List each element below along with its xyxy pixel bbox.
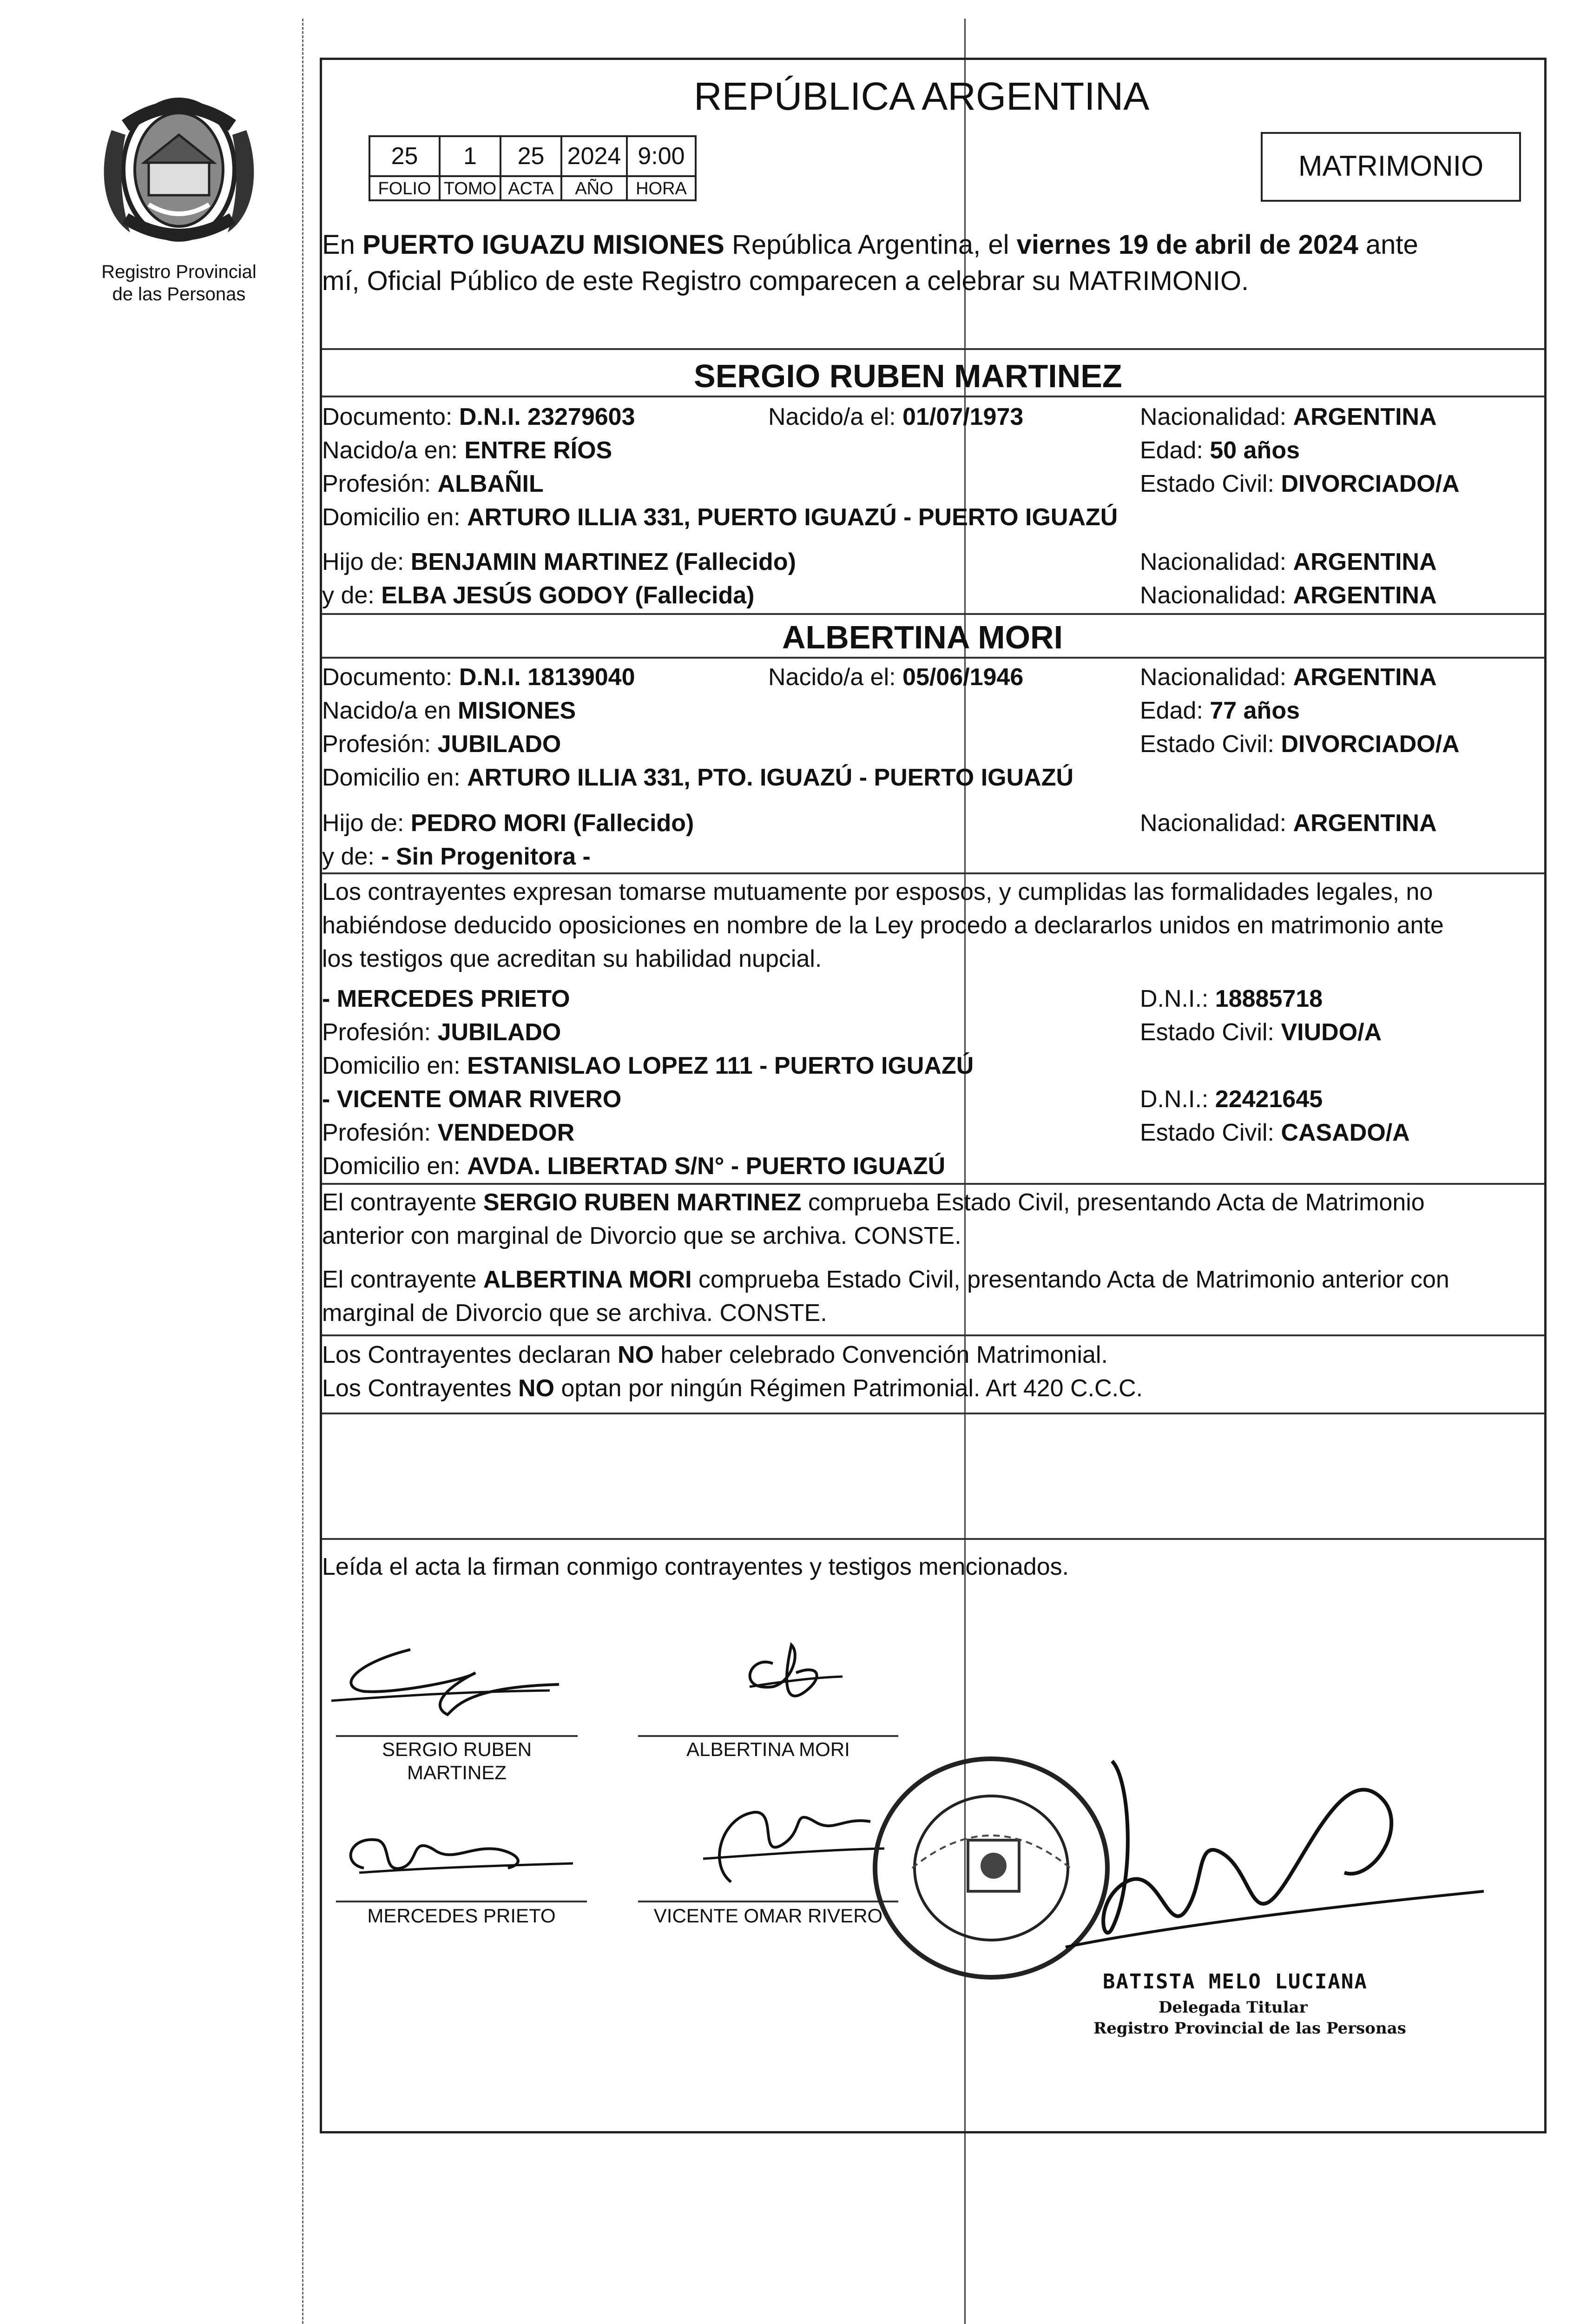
hora-value: 9:00 bbox=[626, 135, 697, 177]
signature-line bbox=[336, 1735, 578, 1737]
divider bbox=[322, 396, 1544, 397]
divider bbox=[322, 657, 1544, 659]
witness1-address: Domicilio en: ESTANISLAO LOPEZ 111 - PUERTO IGUAZÚ bbox=[322, 1052, 974, 1079]
witness2-name: - VICENTE OMAR RIVERO bbox=[322, 1086, 622, 1113]
note-convention: Los Contrayentes declaran NO haber celebrado Convención Matrimonial. bbox=[322, 1341, 1108, 1368]
witness2-address: Domicilio en: AVDA. LIBERTAD S/N° - PUERTO IGUAZÚ bbox=[322, 1153, 946, 1180]
party1-age: Edad: 50 años bbox=[1140, 437, 1300, 464]
divider bbox=[322, 1413, 1544, 1414]
note-civil-status-party1: El contrayente SERGIO RUBEN MARTINEZ comprueba Estado Civil, presentando Acta de Matrimonio bbox=[322, 1189, 1425, 1216]
party2-document: Documento: D.N.I. 18139040 bbox=[322, 664, 635, 691]
note-civil-status-party2-line2: marginal de Divorcio que se archiva. CONSTE. bbox=[322, 1300, 827, 1327]
signature-line bbox=[336, 1901, 587, 1902]
witness2-dni: D.N.I.: 22421645 bbox=[1140, 1086, 1323, 1113]
acta-value: 25 bbox=[500, 135, 562, 177]
tomo-label: TOMO bbox=[439, 175, 501, 201]
divider bbox=[322, 613, 1544, 615]
party2-nationality: Nacionalidad: ARGENTINA bbox=[1140, 664, 1437, 691]
divider bbox=[322, 348, 1544, 350]
party2-father: Hijo de: PEDRO MORI (Fallecido) bbox=[322, 810, 694, 837]
official-title: Delegada Titular bbox=[1159, 1998, 1308, 2017]
party1-profession: Profesión: ALBAÑIL bbox=[322, 470, 544, 497]
signature-mercedes-prieto-icon bbox=[331, 1798, 592, 1901]
note-civil-status-party2: El contrayente ALBERTINA MORI comprueba Estado Civil, presentando Acta de Matrimonio anterior con bbox=[322, 1266, 1449, 1293]
divider bbox=[322, 1538, 1544, 1540]
record-type-box: MATRIMONIO bbox=[1261, 132, 1521, 202]
party1-father: Hijo de: BENJAMIN MARTINEZ (Fallecido) bbox=[322, 548, 796, 575]
anio-label: AÑO bbox=[560, 175, 628, 201]
province-seal-icon bbox=[93, 93, 265, 246]
party1-document: Documento: D.N.I. 23279603 bbox=[322, 403, 635, 430]
party1-mother: y de: ELBA JESÚS GODOY (Fallecida) bbox=[322, 582, 755, 609]
divider bbox=[322, 1183, 1544, 1185]
witness1-name: - MERCEDES PRIETO bbox=[322, 985, 570, 1012]
note-civil-status-party1-line2: anterior con marginal de Divorcio que se archiva. CONSTE. bbox=[322, 1222, 961, 1249]
witness2-civil-status: Estado Civil: CASADO/A bbox=[1140, 1119, 1410, 1146]
anio-value: 2024 bbox=[560, 135, 628, 177]
tomo-value: 1 bbox=[439, 135, 501, 177]
party1-mother-nationality: Nacionalidad: ARGENTINA bbox=[1140, 582, 1437, 609]
signature-sergio-martinez-icon bbox=[327, 1636, 587, 1738]
party2-birthplace: Nacido/a en MISIONES bbox=[322, 697, 576, 724]
party1-birthdate: Nacido/a el: 01/07/1973 bbox=[768, 403, 1024, 430]
signature-label-vicente: VICENTE OMAR RIVERO bbox=[653, 1905, 883, 1927]
divider bbox=[322, 1334, 1544, 1336]
party2-profession: Profesión: JUBILADO bbox=[322, 731, 561, 758]
country-title: REPÚBLICA ARGENTINA bbox=[694, 74, 1150, 118]
acta-label: ACTA bbox=[500, 175, 562, 201]
official-name: BATISTA MELO LUCIANA bbox=[1103, 1970, 1368, 1994]
party1-civil-status: Estado Civil: DIVORCIADO/A bbox=[1140, 470, 1460, 497]
witness2-profession: Profesión: VENDEDOR bbox=[322, 1119, 575, 1146]
registry-logo bbox=[93, 93, 265, 305]
closing-statement: Leída el acta la firman conmigo contrayentes y testigos mencionados. bbox=[322, 1553, 1069, 1580]
party2-civil-status: Estado Civil: DIVORCIADO/A bbox=[1140, 731, 1460, 758]
hora-label: HORA bbox=[626, 175, 697, 201]
folio-value: 25 bbox=[369, 135, 441, 177]
declaration-line-2: habiéndose deducido oposiciones en nombre de la Ley procedo a declararlos unidos en matrimonio ante bbox=[322, 912, 1444, 939]
party1-father-nationality: Nacionalidad: ARGENTINA bbox=[1140, 548, 1437, 575]
witness1-civil-status: Estado Civil: VIUDO/A bbox=[1140, 1019, 1382, 1046]
folio-label: FOLIO bbox=[369, 175, 441, 201]
note-patrimonial-regime: Los Contrayentes NO optan por ningún Régimen Patrimonial. Art 420 C.C.C. bbox=[322, 1375, 1143, 1402]
intro-line-2: mí, Oficial Público de este Registro comparecen a celebrar su MATRIMONIO. bbox=[322, 266, 1249, 296]
signature-label-sergio-2: MARTINEZ bbox=[407, 1762, 507, 1783]
witness1-profession: Profesión: JUBILADO bbox=[322, 1019, 561, 1046]
declaration-line-3: los testigos que acreditan su habilidad nupcial. bbox=[322, 945, 822, 972]
party2-name: ALBERTINA MORI bbox=[782, 619, 1063, 655]
signature-label-albertina: ALBERTINA MORI bbox=[686, 1738, 850, 1760]
signature-label-sergio-1: SERGIO RUBEN bbox=[382, 1738, 532, 1760]
signature-albertina-mori-icon bbox=[666, 1636, 898, 1738]
party2-birthdate: Nacido/a el: 05/06/1946 bbox=[768, 664, 1024, 691]
signature-line bbox=[638, 1901, 898, 1902]
signature-label-mercedes: MERCEDES PRIETO bbox=[367, 1905, 556, 1927]
party1-nationality: Nacionalidad: ARGENTINA bbox=[1140, 403, 1437, 430]
binding-margin-line bbox=[302, 19, 303, 2324]
party2-address: Domicilio en: ARTURO ILLIA 331, PTO. IGUAZÚ - PUERTO IGUAZÚ bbox=[322, 764, 1074, 791]
witness1-dni: D.N.I.: 18885718 bbox=[1140, 985, 1323, 1012]
party1-birthplace: Nacido/a en: ENTRE RÍOS bbox=[322, 437, 612, 464]
party2-age: Edad: 77 años bbox=[1140, 697, 1300, 724]
official-signature-icon bbox=[1019, 1705, 1521, 1994]
divider bbox=[322, 872, 1544, 874]
party1-address: Domicilio en: ARTURO ILLIA 331, PUERTO IGUAZÚ - PUERTO IGUAZÚ bbox=[322, 504, 1118, 531]
signature-line bbox=[638, 1735, 898, 1737]
registry-name: Registro Provincial de las Personas bbox=[101, 262, 257, 304]
party2-father-nationality: Nacionalidad: ARGENTINA bbox=[1140, 810, 1437, 837]
intro-line-1: En PUERTO IGUAZU MISIONES República Argentina, el viernes 19 de abril de 2024 ante bbox=[322, 230, 1418, 260]
official-office: Registro Provincial de las Personas bbox=[1093, 2019, 1406, 2038]
party2-mother: y de: - Sin Progenitora - bbox=[322, 843, 591, 870]
party1-name: SERGIO RUBEN MARTINEZ bbox=[694, 358, 1122, 394]
marriage-certificate-form bbox=[320, 58, 1547, 2133]
declaration-line-1: Los contrayentes expresan tomarse mutuamente por esposos, y cumplidas las formalidades legales, no bbox=[322, 878, 1433, 905]
